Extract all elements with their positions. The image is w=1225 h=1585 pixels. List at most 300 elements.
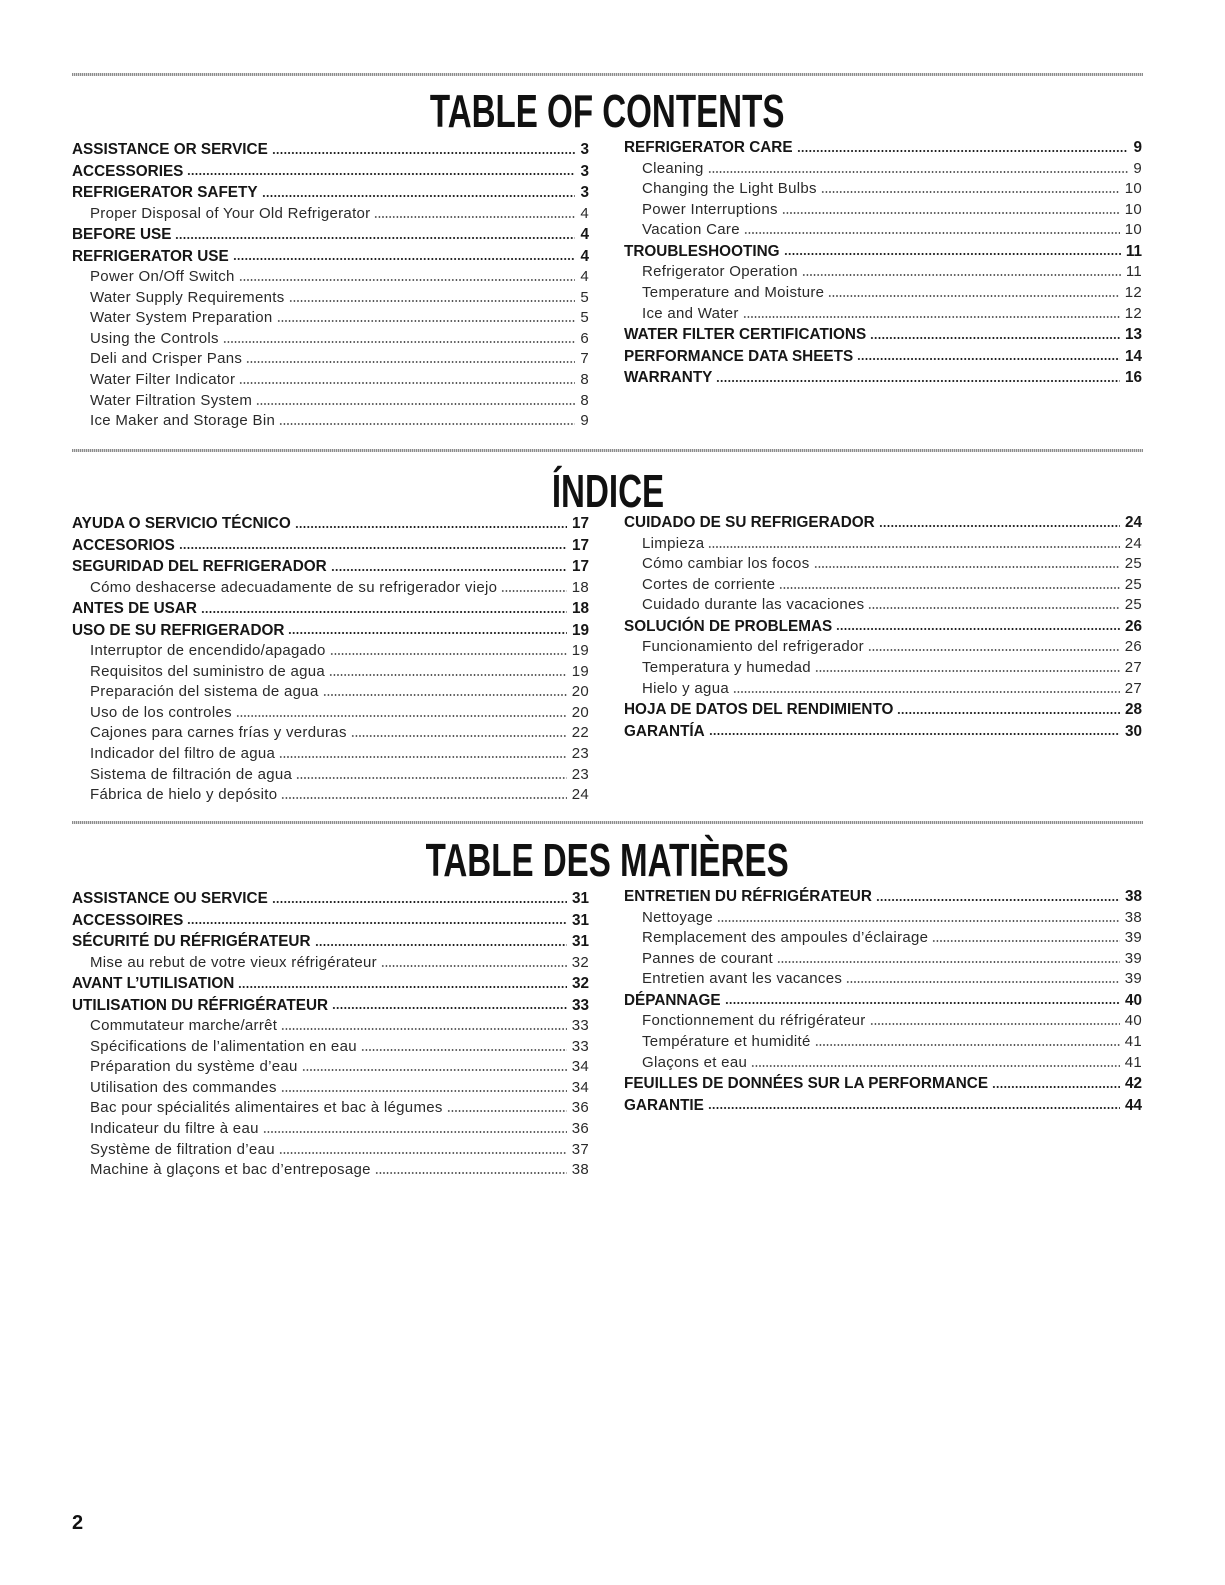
dot-leader <box>289 300 576 302</box>
toc-entry-page: 38 <box>571 1161 589 1179</box>
toc-entry-title: SOLUCIÓN DE PROBLEMAS <box>624 617 833 635</box>
toc-entry-title: Glaçons et eau <box>642 1053 748 1071</box>
toc-subentry <box>624 949 1142 970</box>
toc-entry-page: 36 <box>571 1099 589 1117</box>
toc-subentry <box>72 578 589 599</box>
toc-entry-title: Système de filtration d’eau <box>90 1140 275 1158</box>
dot-leader <box>272 152 576 154</box>
dot-leader <box>784 253 1121 255</box>
toc-entry-title: BEFORE USE <box>72 226 172 244</box>
toc-subentry <box>72 391 589 412</box>
dot-leader <box>821 191 1120 193</box>
toc-heading-entry <box>72 535 589 557</box>
toc-entry-page: 41 <box>1124 1032 1142 1050</box>
dot-leader <box>797 150 1129 152</box>
toc-entry-title: TROUBLESHOOTING <box>624 242 780 260</box>
toc-entry-title: Power Interruptions <box>642 200 778 218</box>
dot-leader <box>870 337 1120 339</box>
toc-spanish-right-column <box>624 512 1142 742</box>
toc-heading-entry <box>624 367 1142 389</box>
toc-subentry <box>72 204 589 225</box>
dot-leader <box>279 423 575 425</box>
toc-entry-title: Spécifications de l’alimentation en eau <box>90 1037 357 1055</box>
toc-entry-page: 42 <box>1124 1075 1142 1093</box>
toc-entry-page: 18 <box>571 600 589 618</box>
section-divider <box>72 449 1143 452</box>
toc-entry-page: 25 <box>1124 575 1142 593</box>
dot-leader <box>716 380 1120 382</box>
dot-leader <box>375 1172 567 1174</box>
toc-entry-page: 20 <box>571 683 589 701</box>
toc-entry-title: USO DE SU REFRIGERADOR <box>72 621 285 639</box>
toc-entry-page: 32 <box>571 975 589 993</box>
dot-leader <box>315 944 567 946</box>
dot-leader <box>331 569 567 571</box>
toc-entry-page: 17 <box>571 558 589 575</box>
toc-subentry <box>624 554 1142 575</box>
toc-entry-title: Power On/Off Switch <box>90 268 235 286</box>
toc-entry-page: 14 <box>1124 347 1142 365</box>
toc-entry-title: Interruptor de encendido/apagado <box>90 642 326 660</box>
toc-entry-title: ACCESSORIES <box>72 162 184 180</box>
dot-leader <box>272 901 567 903</box>
toc-entry-page: 4 <box>580 204 589 222</box>
toc-entry-title: Cortes de corriente <box>642 575 776 593</box>
toc-entry-page: 24 <box>571 786 589 804</box>
toc-french-right-column <box>624 886 1142 1116</box>
toc-subentry <box>624 159 1142 180</box>
toc-entry-title: Fonctionnement du réfrigérateur <box>642 1012 866 1030</box>
dot-leader <box>717 920 1120 922</box>
dot-leader <box>725 1002 1120 1004</box>
toc-entry-page: 26 <box>1124 617 1142 635</box>
toc-heading-entry <box>624 324 1142 346</box>
toc-entry-page: 4 <box>580 268 589 286</box>
toc-entry-page: 3 <box>580 184 589 201</box>
dot-leader <box>743 316 1120 318</box>
toc-entry-page: 19 <box>571 621 589 639</box>
toc-entry-title: Preparación del sistema de agua <box>90 683 319 701</box>
dot-leader <box>868 649 1120 651</box>
toc-heading-entry <box>624 1073 1142 1095</box>
dot-leader <box>233 258 576 260</box>
toc-heading-entry <box>72 513 589 535</box>
toc-heading-entry <box>624 721 1142 743</box>
toc-subentry <box>624 595 1142 616</box>
toc-subentry <box>72 1098 589 1119</box>
toc-entry-title: Cajones para carnes frías y verduras <box>90 724 347 742</box>
dot-leader <box>179 547 567 549</box>
dot-leader <box>751 1065 1120 1067</box>
toc-entry-page: 9 <box>1133 159 1142 177</box>
toc-entry-title: Funcionamiento del refrigerador <box>642 638 864 656</box>
toc-entry-title: REFRIGERATOR USE <box>72 247 229 265</box>
dot-leader <box>374 216 575 218</box>
toc-entry-page: 25 <box>1124 596 1142 614</box>
dot-leader <box>281 1028 566 1030</box>
dot-leader <box>262 195 576 197</box>
toc-heading-entry <box>624 346 1142 368</box>
toc-french-left-column <box>72 888 589 1181</box>
dot-leader <box>992 1086 1120 1088</box>
toc-entry-page: 44 <box>1124 1096 1142 1114</box>
toc-entry-title: Cómo cambiar los focos <box>642 555 810 573</box>
dot-leader <box>223 341 576 343</box>
toc-subentry <box>624 1011 1142 1032</box>
toc-heading-entry <box>72 995 589 1017</box>
dot-leader <box>187 173 575 175</box>
toc-heading-entry <box>72 182 589 204</box>
toc-entry-page: 41 <box>1124 1053 1142 1071</box>
toc-subentry <box>72 349 589 370</box>
section-title-indice: ÍNDICE <box>551 465 664 517</box>
toc-entry-title: SÉCURITÉ DU RÉFRIGÉRATEUR <box>72 933 311 950</box>
toc-entry-page: 9 <box>580 412 589 430</box>
toc-subentry <box>624 1053 1142 1074</box>
toc-entry-title: Indicador del filtro de agua <box>90 745 276 763</box>
toc-heading-entry <box>624 990 1142 1012</box>
toc-entry-page: 11 <box>1125 263 1142 281</box>
dot-leader <box>361 1049 567 1051</box>
toc-entry-title: ENTRETIEN DU RÉFRIGÉRATEUR <box>624 888 872 905</box>
toc-entry-page: 25 <box>1124 555 1142 573</box>
toc-entry-page: 33 <box>571 996 589 1014</box>
toc-entry-title: Changing the Light Bulbs <box>642 180 817 198</box>
dot-leader <box>733 691 1120 693</box>
toc-entry-page: 31 <box>571 890 589 907</box>
toc-subentry <box>624 534 1142 555</box>
toc-subentry <box>72 411 589 432</box>
dot-leader <box>187 922 567 924</box>
toc-entry-page: 39 <box>1124 970 1142 988</box>
toc-entry-title: Nettoyage <box>642 908 714 926</box>
dot-leader <box>708 171 1129 173</box>
section-divider <box>72 73 1143 76</box>
dot-leader <box>879 525 1120 527</box>
toc-entry-page: 12 <box>1124 283 1142 301</box>
toc-entry-title: UTILISATION DU RÉFRIGÉRATEUR <box>72 996 329 1014</box>
toc-entry-title: Ice and Water <box>642 304 739 322</box>
dot-leader <box>815 670 1120 672</box>
toc-subentry <box>624 1032 1142 1053</box>
toc-entry-title: Temperature and Moisture <box>642 283 825 301</box>
toc-entry-title: ASSISTANCE OU SERVICE <box>72 890 268 907</box>
toc-entry-page: 23 <box>571 745 589 763</box>
toc-heading-entry <box>72 556 589 578</box>
dot-leader <box>201 611 567 613</box>
dot-leader <box>351 735 567 737</box>
toc-heading-entry <box>72 973 589 995</box>
toc-entry-title: Water Filtration System <box>90 391 253 409</box>
toc-entry-page: 37 <box>571 1140 589 1158</box>
toc-entry-page: 20 <box>571 703 589 721</box>
toc-entry-page: 11 <box>1125 242 1142 260</box>
toc-heading-entry <box>624 241 1142 263</box>
toc-entry-title: Préparation du système d’eau <box>90 1058 298 1076</box>
toc-entry-page: 38 <box>1124 888 1142 905</box>
toc-entry-page: 34 <box>571 1078 589 1096</box>
toc-heading-entry <box>72 224 589 246</box>
toc-entry-page: 33 <box>571 1017 589 1035</box>
dot-leader <box>279 756 567 758</box>
toc-subentry <box>72 744 589 765</box>
toc-entry-page: 17 <box>571 536 589 554</box>
dot-leader <box>870 1023 1120 1025</box>
toc-entry-title: CUIDADO DE SU REFRIGERADOR <box>624 514 875 531</box>
toc-entry-title: AYUDA O SERVICIO TÉCNICO <box>72 515 291 532</box>
toc-entry-title: Mise au rebut de votre vieux réfrigérateur <box>90 953 377 971</box>
toc-entry-page: 4 <box>580 247 589 265</box>
toc-entry-title: FEUILLES DE DONNÉES SUR LA PERFORMANCE <box>624 1075 989 1093</box>
toc-entry-page: 8 <box>580 371 589 389</box>
toc-subentry <box>72 1160 589 1181</box>
dot-leader <box>239 279 576 281</box>
dot-leader <box>815 1044 1120 1046</box>
toc-entry-title: Hielo y agua <box>642 679 729 697</box>
toc-subentry <box>624 283 1142 304</box>
toc-entry-page: 38 <box>1124 908 1142 926</box>
page-number: 2 <box>72 1512 84 1534</box>
dot-leader <box>501 590 566 592</box>
dot-leader <box>330 653 567 655</box>
toc-subentry <box>72 662 589 683</box>
toc-entry-page: 19 <box>571 642 589 660</box>
dot-leader <box>897 712 1120 714</box>
section-divider <box>72 821 1143 824</box>
dot-leader <box>802 274 1121 276</box>
toc-heading-entry <box>624 616 1142 638</box>
toc-entry-page: 9 <box>1133 139 1142 156</box>
toc-entry-page: 22 <box>571 724 589 742</box>
toc-entry-title: Cuidado durante las vacaciones <box>642 596 865 614</box>
toc-entry-title: Cleaning <box>642 159 704 177</box>
toc-entry-page: 5 <box>580 309 589 327</box>
toc-entry-page: 32 <box>571 953 589 971</box>
toc-entry-page: 40 <box>1124 1012 1142 1030</box>
toc-entry-title: Requisitos del suministro de agua <box>90 662 326 680</box>
toc-heading-entry <box>72 246 589 268</box>
toc-subentry <box>72 1140 589 1161</box>
toc-heading-entry <box>624 886 1142 908</box>
toc-entry-page: 10 <box>1124 200 1142 218</box>
toc-spanish-left-column <box>72 513 589 806</box>
toc-entry-title: ACCESSOIRES <box>72 911 184 929</box>
toc-entry-title: Indicateur du filtre à eau <box>90 1120 259 1138</box>
toc-entry-page: 23 <box>571 765 589 783</box>
toc-entry-title: REFRIGERATOR CARE <box>624 139 793 156</box>
dot-leader <box>238 986 567 988</box>
toc-entry-title: Fábrica de hielo y depósito <box>90 786 278 804</box>
toc-entry-page: 4 <box>580 226 589 244</box>
toc-heading-entry <box>72 910 589 932</box>
toc-subentry <box>72 682 589 703</box>
toc-entry-title: Deli and Crisper Pans <box>90 350 243 368</box>
toc-subentry <box>624 304 1142 325</box>
toc-heading-entry <box>624 137 1142 159</box>
toc-entry-title: Sistema de filtración de agua <box>90 765 293 783</box>
toc-heading-entry <box>72 139 589 161</box>
toc-entry-title: Temperatura y humedad <box>642 658 811 676</box>
dot-leader <box>447 1110 567 1112</box>
toc-subentry <box>72 1037 589 1058</box>
toc-subentry <box>72 1057 589 1078</box>
toc-subentry <box>624 262 1142 283</box>
toc-english-left-column <box>72 139 589 432</box>
toc-entry-title: Commutateur marche/arrêt <box>90 1017 278 1035</box>
toc-entry-page: 39 <box>1124 949 1142 967</box>
toc-entry-title: GARANTÍA <box>624 722 705 740</box>
toc-subentry <box>624 179 1142 200</box>
toc-heading-entry <box>72 931 589 953</box>
toc-entry-page: 10 <box>1124 180 1142 198</box>
dot-leader <box>814 566 1120 568</box>
toc-subentry <box>624 679 1142 700</box>
dot-leader <box>263 1131 567 1133</box>
toc-entry-title: Ice Maker and Storage Bin <box>90 412 276 430</box>
dot-leader <box>846 981 1120 983</box>
toc-entry-title: Uso de los controles <box>90 703 232 721</box>
toc-entry-page: 24 <box>1124 514 1142 531</box>
toc-heading-entry <box>624 699 1142 721</box>
toc-subentry <box>72 641 589 662</box>
toc-english-right-column <box>624 137 1142 389</box>
toc-entry-title: ANTES DE USAR <box>72 600 197 618</box>
toc-entry-page: 36 <box>571 1120 589 1138</box>
toc-entry-title: Limpieza <box>642 534 705 552</box>
toc-heading-entry <box>72 161 589 183</box>
dot-leader <box>381 965 567 967</box>
toc-entry-page: 40 <box>1124 991 1142 1009</box>
toc-entry-title: SEGURIDAD DEL REFRIGERADOR <box>72 558 327 575</box>
toc-subentry <box>72 1016 589 1037</box>
dot-leader <box>302 1069 567 1071</box>
toc-entry-title: Proper Disposal of Your Old Refrigerator <box>90 204 371 222</box>
toc-entry-page: 19 <box>571 662 589 680</box>
toc-entry-title: Température et humidité <box>642 1032 811 1050</box>
toc-subentry <box>72 329 589 350</box>
toc-subentry <box>72 1119 589 1140</box>
toc-heading-entry <box>72 888 589 910</box>
toc-entry-title: HOJA DE DATOS DEL RENDIMIENTO <box>624 701 894 719</box>
toc-entry-title: ASSISTANCE OR SERVICE <box>72 141 268 158</box>
toc-entry-page: 13 <box>1124 326 1142 344</box>
toc-heading-entry <box>72 620 589 642</box>
toc-entry-page: 10 <box>1124 221 1142 239</box>
dot-leader <box>857 358 1120 360</box>
toc-entry-page: 24 <box>1124 534 1142 552</box>
toc-subentry <box>72 370 589 391</box>
dot-leader <box>239 382 575 384</box>
toc-entry-title: Refrigerator Operation <box>642 263 798 281</box>
toc-entry-title: Cómo deshacerse adecuadamente de su refrigerador viejo <box>90 578 498 596</box>
toc-entry-title: Machine à glaçons et bac d’entreposage <box>90 1161 371 1179</box>
toc-entry-title: Pannes de courant <box>642 949 774 967</box>
toc-entry-page: 3 <box>580 141 589 158</box>
dot-leader <box>709 733 1120 735</box>
dot-leader <box>281 1090 567 1092</box>
dot-leader <box>782 212 1120 214</box>
dot-leader <box>332 1007 567 1009</box>
toc-entry-page: 18 <box>571 578 589 596</box>
dot-leader <box>281 797 566 799</box>
dot-leader <box>777 961 1120 963</box>
toc-entry-title: PERFORMANCE DATA SHEETS <box>624 347 854 365</box>
toc-entry-page: 8 <box>580 391 589 409</box>
dot-leader <box>779 587 1119 589</box>
dot-leader <box>295 526 567 528</box>
toc-entry-page: 5 <box>580 288 589 306</box>
section-title-table-des-matieres: TABLE DES MATIÈRES <box>425 834 790 886</box>
toc-entry-page: 27 <box>1124 679 1142 697</box>
dot-leader <box>876 899 1120 901</box>
dot-leader <box>323 694 567 696</box>
dot-leader <box>708 1107 1120 1109</box>
toc-entry-page: 31 <box>571 911 589 929</box>
dot-leader <box>279 1152 567 1154</box>
toc-entry-page: 39 <box>1124 929 1142 947</box>
toc-subentry <box>72 723 589 744</box>
toc-entry-page: 33 <box>571 1037 589 1055</box>
toc-heading-entry <box>624 1095 1142 1117</box>
toc-entry-page: 6 <box>580 329 589 347</box>
dot-leader <box>246 361 575 363</box>
dot-leader <box>288 632 567 634</box>
toc-entry-title: WARRANTY <box>624 369 713 387</box>
toc-subentry <box>624 220 1142 241</box>
toc-entry-page: 17 <box>571 515 589 532</box>
toc-heading-entry <box>72 598 589 620</box>
toc-entry-page: 26 <box>1124 638 1142 656</box>
toc-entry-title: Utilisation des commandes <box>90 1078 277 1096</box>
section-title-table-of-contents: TABLE OF CONTENTS <box>430 85 785 137</box>
toc-subentry <box>624 637 1142 658</box>
dot-leader <box>256 403 575 405</box>
toc-entry-title: WATER FILTER CERTIFICATIONS <box>624 326 867 344</box>
toc-entry-page: 27 <box>1124 658 1142 676</box>
toc-subentry <box>72 267 589 288</box>
toc-heading-entry <box>624 512 1142 534</box>
dot-leader <box>296 777 567 779</box>
dot-leader <box>236 715 567 717</box>
dot-leader <box>828 295 1119 297</box>
toc-entry-page: 31 <box>571 933 589 950</box>
toc-entry-page: 3 <box>580 162 589 180</box>
toc-entry-title: Water System Preparation <box>90 309 273 327</box>
toc-subentry <box>624 575 1142 596</box>
toc-subentry <box>72 1078 589 1099</box>
dot-leader <box>175 237 575 239</box>
dot-leader <box>708 546 1119 548</box>
toc-entry-page: 12 <box>1124 304 1142 322</box>
toc-subentry <box>624 658 1142 679</box>
toc-subentry <box>72 953 589 974</box>
toc-subentry <box>72 308 589 329</box>
dot-leader <box>329 674 567 676</box>
toc-entry-title: GARANTIE <box>624 1096 704 1114</box>
toc-entry-title: DÉPANNAGE <box>624 991 721 1009</box>
toc-entry-title: Remplacement des ampoules d’éclairage <box>642 929 929 947</box>
toc-subentry <box>624 200 1142 221</box>
dot-leader <box>836 628 1120 630</box>
toc-subentry <box>72 703 589 724</box>
toc-entry-page: 16 <box>1124 369 1142 387</box>
toc-entry-page: 34 <box>571 1058 589 1076</box>
toc-entry-title: Using the Controls <box>90 329 219 347</box>
toc-entry-title: Entretien avant les vacances <box>642 970 843 988</box>
toc-entry-title: AVANT L’UTILISATION <box>72 975 235 993</box>
toc-entry-title: ACCESORIOS <box>72 536 175 554</box>
toc-entry-page: 30 <box>1124 722 1142 740</box>
